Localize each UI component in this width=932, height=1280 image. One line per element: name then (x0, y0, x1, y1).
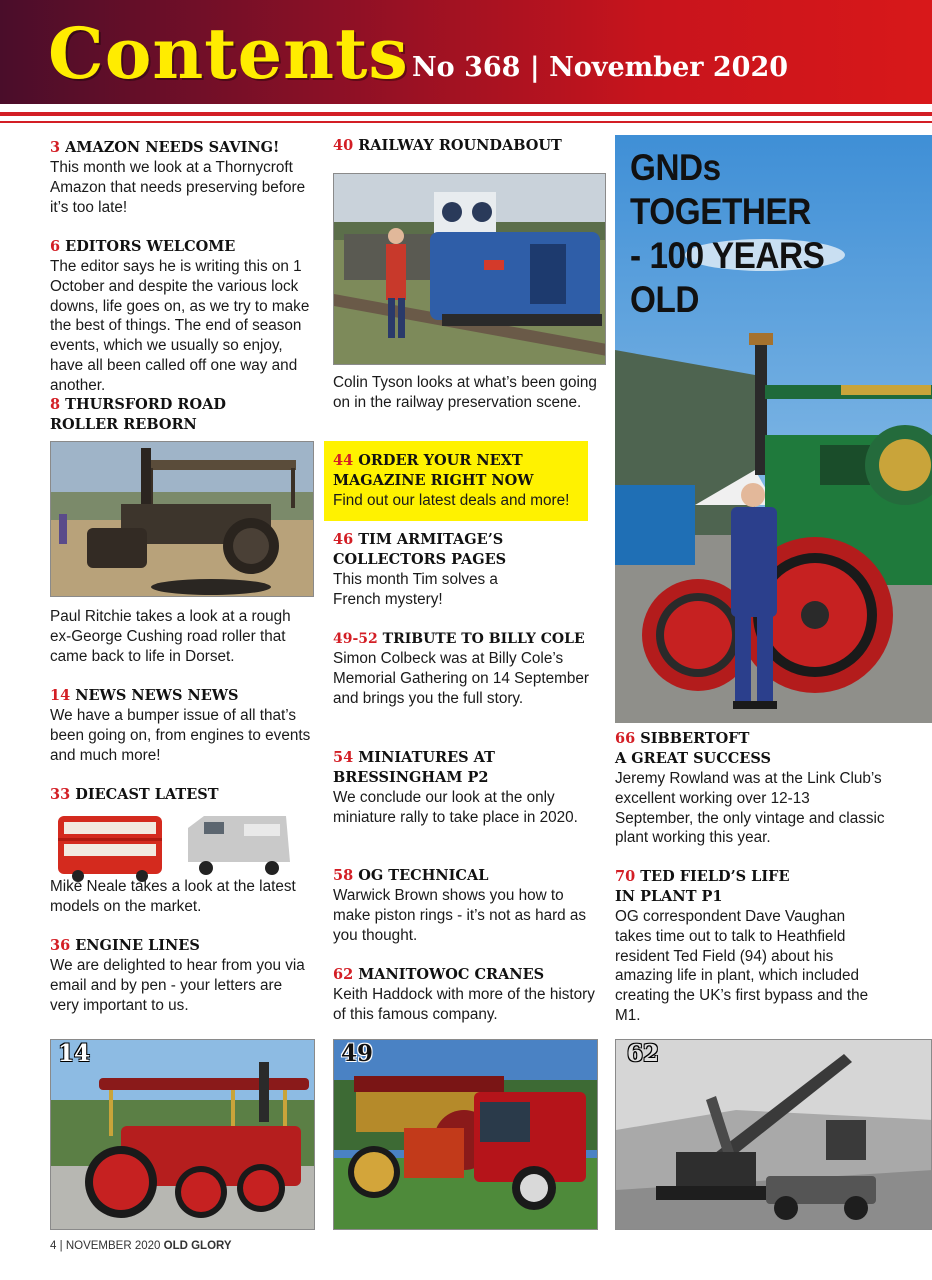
manitowoc-crane-photo[interactable] (615, 1039, 932, 1230)
billy-cole-engines-photo[interactable] (333, 1039, 598, 1230)
contents-item-8-text: Paul Ritchie takes a look at a rough ex-George Cushing road roller that came back to life in Dorset. (50, 608, 291, 665)
road-roller-photo[interactable] (50, 441, 314, 597)
contents-item-40-text: Colin Tyson looks at what’s been going on in the railway preservation scene. (333, 374, 597, 411)
railway-locomotive-photo[interactable] (333, 173, 606, 365)
contents-item-40-heading[interactable]: 40 RAILWAY ROUNDABOUT (333, 137, 562, 154)
header-rule (0, 112, 932, 116)
contents-item-54[interactable]: 54 MINIATURES AT BRESSINGHAM P2 We conclude our look at the only miniature rally to take place in 2020. (333, 749, 578, 826)
showmans-engine-photo[interactable] (50, 1039, 315, 1230)
contents-item-14[interactable]: 14 NEWS NEWS NEWS We have a bumper issue of all that’s been going on, from engines to events and much more! (50, 687, 311, 764)
contents-item-70[interactable]: 70 TED FIELD’S LIFE IN PLANT P1 OG correspondent Dave Vaughan takes time out to talk to Heathfield resident Ted Field (94) about his amazing life in plant, which included creating the UK’s first bypass and the M1. (615, 868, 869, 1024)
contents-item-36[interactable]: 36 ENGINE LINES We are delighted to hear from you via email and by pen - your letters are very important to us. (50, 937, 305, 1014)
page-badge-62: 62 (627, 1040, 660, 1067)
header-rule-thin (0, 121, 932, 123)
contents-item-46[interactable]: 46 TIM ARMITAGE’S COLLECTORS PAGES This month Tim solves a French mystery! (333, 531, 507, 608)
contents-item-58[interactable]: 58 OG TECHNICAL Warwick Brown shows you how to make piston rings - it’s not as hard as you thought. (333, 867, 587, 944)
page-badge-14: 14 (58, 1040, 91, 1067)
page-number: 4 (50, 1240, 57, 1252)
contents-item-66[interactable]: 66 SIBBERTOFT A GREAT SUCCESS Jeremy Rowland was at the Link Club’s excellent working over 12-13 September, the only vintage and classic plant working this year. (615, 730, 885, 847)
contents-item-3[interactable]: 3 AMAZON NEEDS SAVING! This month we look at a Thornycroft Amazon that needs preserving before it’s too late! (50, 139, 306, 216)
contents-item-6[interactable]: 6 EDITORS WELCOME The editor says he is writing this on 1 October and despite the various lock downs, life goes on, as we try to make the best of things. The end of season events, which we usually so enjoy, have all been called off one way and another. (50, 238, 310, 394)
contents-item-62[interactable]: 62 MANITOWOC CRANES Keith Haddock with more of the history of this famous company. (333, 966, 595, 1023)
page-badge-49: 49 (341, 1040, 374, 1067)
contents-item-8-heading[interactable]: 8 THURSFORD ROAD ROLLER REBORN (50, 396, 226, 433)
cover-feature-headline: GNDs TOGETHER - 100 YEARS OLD (630, 147, 825, 320)
page-title: Contents (48, 12, 409, 95)
contents-item-33-text: Mike Neale takes a look at the latest models on the market. (50, 878, 296, 915)
masthead-banner (0, 0, 932, 104)
footer-magazine-name: OLD GLORY (163, 1240, 232, 1252)
page-footer (50, 1240, 232, 1252)
issue-label: No 368 | November 2020 (412, 52, 789, 83)
contents-item-33-heading[interactable]: 33 DIECAST LATEST (50, 786, 219, 803)
diecast-models-photo[interactable] (54, 810, 304, 882)
subscribe-promo-box[interactable]: 44 ORDER YOUR NEXT MAGAZINE RIGHT NOW Find out our latest deals and more! (324, 441, 588, 521)
footer-separator: | (59, 1240, 63, 1252)
footer-date: NOVEMBER 2020 (65, 1240, 161, 1252)
contents-item-49-52[interactable]: 49-52 TRIBUTE TO BILLY COLE Simon Colbeck was at Billy Cole’s Memorial Gathering on 14 September and brings you the full story. (333, 631, 589, 707)
